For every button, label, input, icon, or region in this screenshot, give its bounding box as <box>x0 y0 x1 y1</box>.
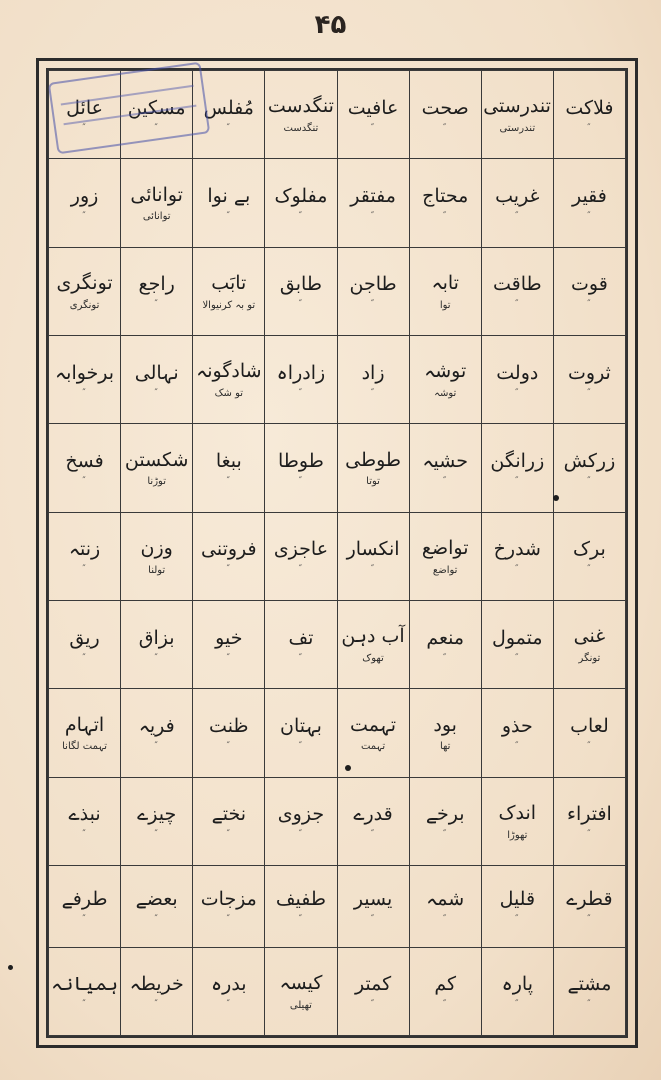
word-cell <box>553 777 625 865</box>
urdu-word: شادگونہ <box>196 360 262 383</box>
urdu-word: کم <box>434 973 457 996</box>
word-cell <box>409 947 481 1035</box>
urdu-word: طاقت <box>492 273 542 296</box>
word-cell <box>337 600 409 688</box>
urdu-word: بے نوا <box>207 185 251 208</box>
table-row <box>49 335 626 423</box>
ditto-mark: ″ <box>370 387 376 398</box>
urdu-word: انکسار <box>346 538 400 561</box>
table-row <box>49 247 626 335</box>
word-cell <box>409 512 481 600</box>
word-cell <box>121 600 193 688</box>
ditto-mark: ″ <box>443 475 448 486</box>
urdu-word: بود <box>433 713 457 736</box>
urdu-word: قدرے <box>353 803 393 826</box>
word-cell <box>481 777 553 865</box>
word-cell <box>481 247 553 335</box>
word-cell <box>121 689 193 777</box>
ditto-mark: ″ <box>226 652 231 663</box>
urdu-word: برخوابہ <box>55 361 115 384</box>
table-row <box>49 865 626 947</box>
urdu-word: زنتہ <box>68 538 101 561</box>
ditto-mark: ″ <box>443 122 448 133</box>
ditto-mark: ″ <box>443 210 448 221</box>
word-cell <box>481 512 553 600</box>
urdu-word: عائل <box>66 96 103 119</box>
word-cell <box>409 777 481 865</box>
ink-dot <box>553 495 559 501</box>
ditto-mark: ″ <box>298 475 304 486</box>
word-cell <box>481 159 553 247</box>
urdu-word: ہمیانہ <box>51 973 118 996</box>
ditto-mark: ″ <box>154 829 159 840</box>
word-cell <box>409 865 481 947</box>
ditto-mark: ″ <box>154 122 159 133</box>
urdu-word: توشہ <box>424 360 467 383</box>
urdu-word: افتراء <box>567 803 612 826</box>
ditto-mark: ″ <box>82 999 87 1010</box>
word-cell <box>121 512 193 600</box>
ditto-mark: ″ <box>226 914 231 925</box>
word-gloss: توانائی <box>142 211 171 223</box>
ditto-mark: ″ <box>226 210 231 221</box>
word-cell <box>481 865 553 947</box>
urdu-word: مشتے <box>567 973 612 996</box>
urdu-word: توانائی <box>130 183 183 206</box>
word-cell <box>49 335 121 423</box>
urdu-word: تابَب <box>211 271 247 294</box>
urdu-word: طرفے <box>61 888 108 911</box>
ditto-mark: ″ <box>370 299 376 310</box>
ditto-mark: ″ <box>370 210 376 221</box>
urdu-word: برک <box>573 538 606 561</box>
ditto-mark: ″ <box>587 387 592 398</box>
ditto-mark: ″ <box>298 564 304 575</box>
urdu-word: طابق <box>279 273 322 296</box>
urdu-word: عاجزی <box>273 538 329 561</box>
word-cell <box>409 71 481 159</box>
word-gloss: تنگدست <box>283 123 319 135</box>
word-cell <box>409 424 481 512</box>
word-cell <box>481 71 553 159</box>
ditto-mark: ″ <box>515 914 520 925</box>
word-cell <box>121 424 193 512</box>
word-cell <box>121 947 193 1035</box>
ditto-mark: ″ <box>587 564 592 575</box>
urdu-word: آب دہن <box>341 625 405 648</box>
urdu-word: پارہ <box>501 973 533 996</box>
ditto-mark: ″ <box>443 829 448 840</box>
urdu-word: چیزے <box>137 803 177 826</box>
ditto-mark: ″ <box>226 829 231 840</box>
word-cell <box>481 689 553 777</box>
ditto-mark: ″ <box>587 740 592 751</box>
ditto-mark: ″ <box>298 299 304 310</box>
ink-dot <box>345 765 351 771</box>
word-cell <box>409 335 481 423</box>
urdu-word: اندک <box>498 801 537 824</box>
table-row <box>49 777 626 865</box>
urdu-word: اتہام <box>64 713 105 736</box>
urdu-word: ثروت <box>568 361 611 384</box>
urdu-word: شکستن <box>124 448 189 471</box>
ditto-mark: ″ <box>82 564 87 575</box>
word-gloss: تواضع <box>432 564 458 576</box>
urdu-word: صحت <box>421 96 469 119</box>
ditto-mark: ″ <box>154 387 159 398</box>
word-cell <box>193 512 265 600</box>
word-cell <box>121 335 193 423</box>
urdu-word: نختے <box>211 803 247 826</box>
table-row <box>49 689 626 777</box>
word-cell <box>193 159 265 247</box>
word-cell <box>49 777 121 865</box>
urdu-word: تنگدست <box>267 95 334 118</box>
word-cell <box>553 600 625 688</box>
ink-dot <box>8 965 13 970</box>
ditto-mark: ″ <box>226 564 231 575</box>
urdu-word: فریہ <box>138 715 175 738</box>
word-cell <box>49 424 121 512</box>
ditto-mark: ″ <box>298 740 304 751</box>
urdu-word: لعاب <box>570 715 609 738</box>
ditto-mark: ″ <box>226 999 231 1010</box>
ditto-mark: ″ <box>587 122 592 133</box>
word-gloss: تہمت لگانا <box>62 741 107 753</box>
urdu-word: عافیت <box>347 96 399 119</box>
urdu-word: مفلوک <box>274 185 328 208</box>
urdu-word: غنی <box>573 625 606 648</box>
word-cell <box>337 71 409 159</box>
word-cell <box>49 865 121 947</box>
ditto-mark: ″ <box>154 652 159 663</box>
ditto-mark: ″ <box>443 652 448 663</box>
word-cell <box>49 947 121 1035</box>
word-cell <box>481 335 553 423</box>
ditto-mark: ″ <box>515 564 520 575</box>
word-cell <box>49 689 121 777</box>
urdu-word: منعم <box>426 626 465 649</box>
table-row <box>49 512 626 600</box>
word-cell <box>49 71 121 159</box>
table-row <box>49 71 626 159</box>
word-cell <box>409 689 481 777</box>
ditto-mark: ″ <box>370 564 376 575</box>
ditto-mark: ″ <box>515 299 520 310</box>
urdu-word: قوت <box>571 273 608 296</box>
ditto-mark: ″ <box>515 740 520 751</box>
word-cell <box>409 159 481 247</box>
word-cell <box>193 335 265 423</box>
word-gloss: تونگری <box>69 299 100 311</box>
urdu-word: بعضے <box>135 888 178 911</box>
ditto-mark: ″ <box>82 829 87 840</box>
word-cell <box>49 159 121 247</box>
page-number: ۴۵ <box>314 10 347 40</box>
urdu-word: تونگری <box>56 271 113 294</box>
word-cell <box>337 865 409 947</box>
urdu-word: ببغا <box>215 450 242 473</box>
urdu-word: محتاج <box>422 185 469 208</box>
word-cell <box>193 689 265 777</box>
urdu-word: غریب <box>495 185 540 208</box>
word-cell <box>337 947 409 1035</box>
urdu-word: فروتنی <box>201 538 257 561</box>
ditto-mark: ″ <box>82 475 87 486</box>
word-cell <box>265 947 337 1035</box>
urdu-word: شدرخ <box>493 538 541 561</box>
ditto-mark: ″ <box>226 475 231 486</box>
word-cell <box>337 247 409 335</box>
word-cell <box>193 947 265 1035</box>
ditto-mark: ″ <box>154 740 159 751</box>
urdu-word: تہمت <box>350 713 397 736</box>
word-cell <box>337 777 409 865</box>
word-cell <box>49 600 121 688</box>
urdu-word: طفیف <box>275 888 326 911</box>
urdu-word: تف <box>288 626 314 649</box>
urdu-word: فقیر <box>571 185 607 208</box>
word-cell <box>193 600 265 688</box>
urdu-word: مزجات <box>200 888 257 911</box>
word-gloss: تو بہ کرنیوالا <box>202 299 256 311</box>
word-cell <box>193 777 265 865</box>
ditto-mark: ″ <box>154 914 159 925</box>
urdu-word: حشیہ <box>422 450 468 473</box>
ditto-mark: ″ <box>515 999 520 1010</box>
ditto-mark: ″ <box>370 829 376 840</box>
urdu-word: وزن <box>140 536 173 559</box>
urdu-word: جزوی <box>277 803 325 826</box>
word-cell <box>553 159 625 247</box>
word-cell <box>193 71 265 159</box>
table-row <box>49 424 626 512</box>
urdu-word: تندرستی <box>483 95 551 118</box>
word-cell <box>481 947 553 1035</box>
urdu-word: ظنت <box>209 715 249 738</box>
word-gloss: تھا <box>439 741 451 753</box>
urdu-word: ریق <box>69 626 100 649</box>
word-cell <box>121 159 193 247</box>
word-cell <box>193 424 265 512</box>
ditto-mark: ″ <box>587 999 592 1010</box>
urdu-word: راجع <box>138 273 175 296</box>
word-cell <box>193 247 265 335</box>
word-cell <box>265 424 337 512</box>
vocabulary-table <box>48 70 626 1036</box>
word-gloss: تولنا <box>148 564 166 576</box>
word-cell <box>265 777 337 865</box>
urdu-word: مسکین <box>127 96 186 119</box>
ditto-mark: ″ <box>443 999 448 1010</box>
ditto-mark: ″ <box>587 475 592 486</box>
word-gloss: توتا <box>366 476 380 488</box>
urdu-word: نہالی <box>134 361 179 384</box>
word-cell <box>337 424 409 512</box>
ditto-mark: ″ <box>298 829 304 840</box>
word-cell <box>121 71 193 159</box>
table-row <box>49 159 626 247</box>
word-cell <box>553 335 625 423</box>
urdu-word: طاجن <box>349 273 397 296</box>
ditto-mark: ″ <box>298 210 304 221</box>
word-cell <box>553 247 625 335</box>
urdu-word: تواضع <box>421 536 469 559</box>
urdu-word: شمہ <box>426 888 465 911</box>
urdu-word: قلیل <box>499 888 536 911</box>
word-cell <box>553 512 625 600</box>
urdu-word: طوطا <box>278 450 324 473</box>
urdu-word: زرکش <box>563 450 616 473</box>
word-cell <box>265 335 337 423</box>
word-gloss: توشہ <box>434 388 457 400</box>
word-cell <box>265 247 337 335</box>
ditto-mark: ″ <box>587 299 592 310</box>
word-cell <box>265 159 337 247</box>
word-gloss: توڑنا <box>147 476 166 488</box>
urdu-word: کیسہ <box>279 971 323 994</box>
word-gloss: تہمت <box>360 741 386 753</box>
word-cell <box>553 71 625 159</box>
word-cell <box>265 865 337 947</box>
urdu-word: مُفلس <box>203 96 254 119</box>
word-gloss: تھوڑا <box>507 829 528 841</box>
ditto-mark: ″ <box>443 914 448 925</box>
word-cell <box>49 247 121 335</box>
ditto-mark: ″ <box>298 387 304 398</box>
ditto-mark: ″ <box>515 475 520 486</box>
urdu-word: فسخ <box>65 450 104 473</box>
urdu-word: زور <box>70 185 99 208</box>
word-cell <box>409 600 481 688</box>
ditto-mark: ″ <box>226 122 231 133</box>
ditto-mark: ″ <box>298 914 304 925</box>
word-gloss: تو شک <box>214 388 244 400</box>
ditto-mark: ″ <box>515 652 520 663</box>
ditto-mark: ″ <box>226 740 231 751</box>
urdu-word: مفتقر <box>350 185 396 208</box>
urdu-word: فلاکت <box>565 96 614 119</box>
ditto-mark: ″ <box>82 387 87 398</box>
ditto-mark: ″ <box>370 122 376 133</box>
urdu-word: کمتر <box>354 973 392 996</box>
word-cell <box>481 600 553 688</box>
word-gloss: تندرستی <box>499 123 536 135</box>
word-gloss: توا <box>439 299 451 311</box>
word-cell <box>337 159 409 247</box>
word-cell <box>337 512 409 600</box>
word-cell <box>265 689 337 777</box>
urdu-word: بدرہ <box>211 973 247 996</box>
word-cell <box>337 689 409 777</box>
ditto-mark: ″ <box>587 210 592 221</box>
word-cell <box>265 600 337 688</box>
urdu-word: نبذے <box>68 803 101 826</box>
urdu-word: خیو <box>215 626 243 649</box>
urdu-word: طوطی <box>345 448 402 471</box>
ditto-mark: ″ <box>82 122 87 133</box>
ditto-mark: ″ <box>154 999 159 1010</box>
word-cell <box>553 865 625 947</box>
ditto-mark: ″ <box>370 999 376 1010</box>
ditto-mark: ″ <box>82 914 87 925</box>
urdu-word: قطرے <box>566 888 613 911</box>
word-cell <box>409 247 481 335</box>
urdu-word: بہتان <box>279 715 322 738</box>
word-gloss: تھیلی <box>289 999 312 1011</box>
ditto-mark: ″ <box>515 387 520 398</box>
word-cell <box>265 512 337 600</box>
ditto-mark: ″ <box>587 914 592 925</box>
table-row <box>49 600 626 688</box>
ditto-mark: ″ <box>154 299 159 310</box>
urdu-word: حذو <box>501 715 533 738</box>
ditto-mark: ″ <box>370 914 376 925</box>
urdu-word: دولت <box>496 361 539 384</box>
word-cell <box>553 689 625 777</box>
ditto-mark: ″ <box>298 652 304 663</box>
urdu-word: یسیر <box>353 888 393 911</box>
ditto-mark: ″ <box>515 210 520 221</box>
word-cell <box>553 424 625 512</box>
urdu-word: متمول <box>492 626 543 649</box>
word-gloss: تھوک <box>362 653 384 664</box>
word-gloss: تونگر <box>578 653 601 664</box>
table-row <box>49 947 626 1035</box>
word-cell <box>553 947 625 1035</box>
word-cell <box>481 424 553 512</box>
urdu-word: زرانگن <box>490 450 545 473</box>
urdu-word: بزاق <box>138 626 175 649</box>
ditto-mark: ″ <box>82 210 87 221</box>
word-cell <box>193 865 265 947</box>
word-cell <box>265 71 337 159</box>
urdu-word: برخے <box>425 803 465 826</box>
urdu-word: زاد <box>361 361 385 384</box>
urdu-word: خریطہ <box>129 973 184 996</box>
urdu-word: تابہ <box>431 271 459 294</box>
ditto-mark: ″ <box>82 652 87 663</box>
urdu-word: زادراہ <box>276 361 326 384</box>
word-cell <box>337 335 409 423</box>
ditto-mark: ″ <box>587 829 592 840</box>
word-cell <box>121 777 193 865</box>
word-cell <box>49 512 121 600</box>
word-cell <box>121 247 193 335</box>
word-cell <box>121 865 193 947</box>
